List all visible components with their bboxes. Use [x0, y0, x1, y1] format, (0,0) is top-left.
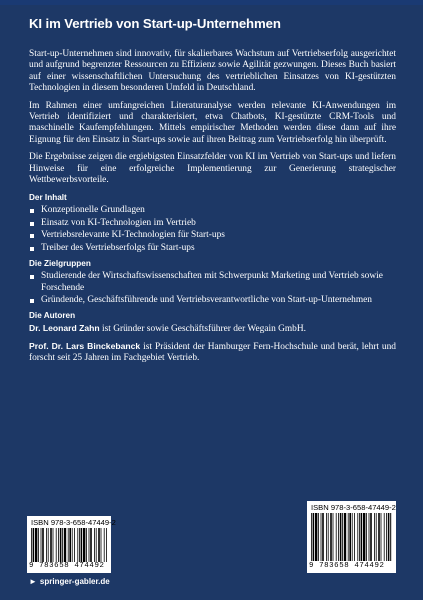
barcode-stripe: [369, 513, 370, 561]
barcode-stripe: [338, 513, 339, 561]
barcode-stripe: [74, 528, 75, 562]
barcode-stripe: [98, 528, 100, 562]
barcode-stripe: [386, 513, 387, 561]
barcode-stripe: [48, 528, 49, 562]
author-1-bio: ist Gründer sowie Geschäftsführer der Wegain GmbH.: [99, 324, 306, 335]
author-2: [29, 341, 396, 365]
barcode-stripe: [72, 528, 73, 562]
barcode-stripe: [42, 528, 44, 562]
barcode-stripe: [390, 513, 391, 561]
barcode-stripe: [388, 513, 390, 561]
barcode-stripe: [31, 528, 32, 562]
barcode-stripe: [357, 513, 358, 561]
barcode-bars: [311, 513, 392, 561]
barcode-stripe: [340, 513, 342, 561]
barcode-stripe: [89, 528, 90, 562]
barcode-stripe: [96, 528, 97, 562]
barcode-stripe: [348, 513, 349, 561]
barcode-stripe: [106, 528, 107, 562]
barcode-digits: 9 783658 474492: [29, 562, 105, 570]
barcode-stripe: [38, 528, 39, 562]
list-item: Einsatz von KI-Technologien im Vertrieb: [29, 218, 396, 229]
barcode-stripe: [81, 528, 83, 562]
barcode-stripe: [79, 528, 80, 562]
barcode-stripe: [342, 513, 343, 561]
barcode-stripe: [352, 513, 353, 561]
barcode-stripe: [41, 528, 42, 562]
barcode-stripe: [35, 528, 37, 562]
isbn-label: ISBN 978-3-658-47449-2: [311, 503, 396, 512]
barcode-stripe: [86, 528, 87, 562]
author-2-name: Prof. Dr. Lars Binckebanck: [29, 340, 141, 351]
publisher-url-text: springer-gabler.de: [39, 577, 110, 586]
barcode-stripe: [336, 513, 337, 561]
author-2-bio: ist Präsident der Hamburger Fern-Hochschule und berät, lehrt und forscht seit 25 Jahren im Fachgebiet Vertrieb.: [29, 341, 396, 364]
isbn-barcode-right: [307, 501, 396, 573]
heading-autoren: Die Autoren: [29, 311, 76, 321]
barcode-stripe: [321, 513, 322, 561]
barcode-stripe: [101, 528, 102, 562]
barcode-stripe: [90, 528, 92, 562]
isbn-barcode-left: [27, 516, 116, 573]
barcode-stripe: [77, 528, 78, 562]
barcode-stripe: [315, 513, 317, 561]
heading-inhalt: Der Inhalt: [29, 193, 67, 203]
barcode-stripe: [378, 513, 380, 561]
barcode-stripe: [384, 513, 385, 561]
list-zielgruppen: [29, 271, 396, 306]
barcode-stripe: [69, 528, 71, 562]
barcode-stripe: [374, 513, 375, 561]
paragraph-intro: Start-up-Unternehmen sind innovativ, für skalierbares Wachstum auf Vertriebserfolg ausgerichtet und aufgrund begrenzter Ressourcen zu Effizienz sowie Agilität gezwungen. Dieses Buch basiert auf einer wissenschaftlichen Untersuchung des vertrieblichen Einsatzes von KI-gestützten Technologien in diesem besonderen Umfeld in Deutschland.: [29, 49, 396, 94]
barcode-stripe: [56, 528, 57, 562]
barcode-stripe: [359, 513, 360, 561]
barcode-stripe: [58, 528, 59, 562]
barcode-stripe: [94, 528, 95, 562]
barcode-stripe: [349, 513, 351, 561]
barcode-stripe: [60, 528, 62, 562]
barcode-stripe: [361, 513, 363, 561]
list-item: Treiber des Vertriebserfolgs für Start-ups: [29, 243, 396, 254]
barcode-bars: [31, 528, 107, 562]
list-item: Studierende der Wirtschaftswissenschaften mit Schwerpunkt Marketing und Vertrieb sowie Forschende: [29, 271, 396, 294]
barcode-stripe: [370, 513, 372, 561]
top-accent-bar: [0, 0, 423, 5]
barcode-stripe: [322, 513, 324, 561]
barcode-stripe: [50, 528, 52, 562]
barcode-stripe: [68, 528, 69, 562]
barcode-stripe: [344, 513, 346, 561]
barcode-stripe: [326, 513, 327, 561]
blurb-content: [29, 49, 396, 370]
barcode-stripe: [354, 513, 355, 561]
list-item: Konzeptionelle Grundlagen: [29, 205, 396, 216]
book-title: KI im Vertrieb von Start-up-Unternehmen: [29, 16, 281, 31]
paragraph-results: Die Ergebnisse zeigen die ergiebigsten Einsatzfelder von KI im Vertrieb von Start-ups und liefern Hinweise für eine erfolgreiche Implementierung zur Generierung strategischer Wettbewerbsvorteile.: [29, 152, 396, 186]
barcode-stripe: [328, 513, 329, 561]
barcode-stripe: [376, 513, 377, 561]
author-1-name: Dr. Leonard Zahn: [29, 323, 100, 334]
barcode-digits: 9 783658 474492: [309, 562, 385, 570]
list-item: Vertriebsrelevante KI-Technologien für Start-ups: [29, 230, 396, 241]
list-inhalt: [29, 205, 396, 254]
isbn-label: ISBN 978-3-658-47449-2: [31, 518, 116, 527]
barcode-stripe: [318, 513, 319, 561]
author-1: [29, 323, 396, 335]
paragraph-method: Im Rahmen einer umfangreichen Literaturanalyse werden relevante KI-Anwendungen im Vertrieb identifiziert und charakterisiert, etwa Chatbots, KI-gestützte CRM-Tools und maschinelle Kaufempfehlungen. Mittels empirischer Methoden werden diese dann auf ihre Eignung für den Einsatz in Start-ups sowie auf ihren Beitrag zum Vertriebserfolg hin überprüft.: [29, 100, 396, 145]
barcode-stripe: [313, 513, 315, 561]
barcode-stripe: [333, 513, 334, 561]
barcode-stripe: [33, 528, 35, 562]
barcode-stripe: [46, 528, 47, 562]
heading-zielgruppen: Die Zielgruppen: [29, 259, 91, 269]
barcode-stripe: [104, 528, 105, 562]
barcode-stripe: [311, 513, 312, 561]
barcode-stripe: [366, 513, 367, 561]
publisher-url[interactable]: [29, 577, 110, 586]
barcode-stripe: [381, 513, 382, 561]
barcode-stripe: [330, 513, 332, 561]
barcode-stripe: [83, 528, 85, 562]
barcode-stripe: [53, 528, 54, 562]
list-item: Gründende, Geschäftsführende und Vertriebsverantwortliche von Start-up-Unternehmen: [29, 295, 396, 306]
arrow-right-icon: ►: [29, 577, 37, 586]
barcode-stripe: [363, 513, 365, 561]
barcode-stripe: [64, 528, 66, 562]
barcode-stripe: [62, 528, 63, 562]
